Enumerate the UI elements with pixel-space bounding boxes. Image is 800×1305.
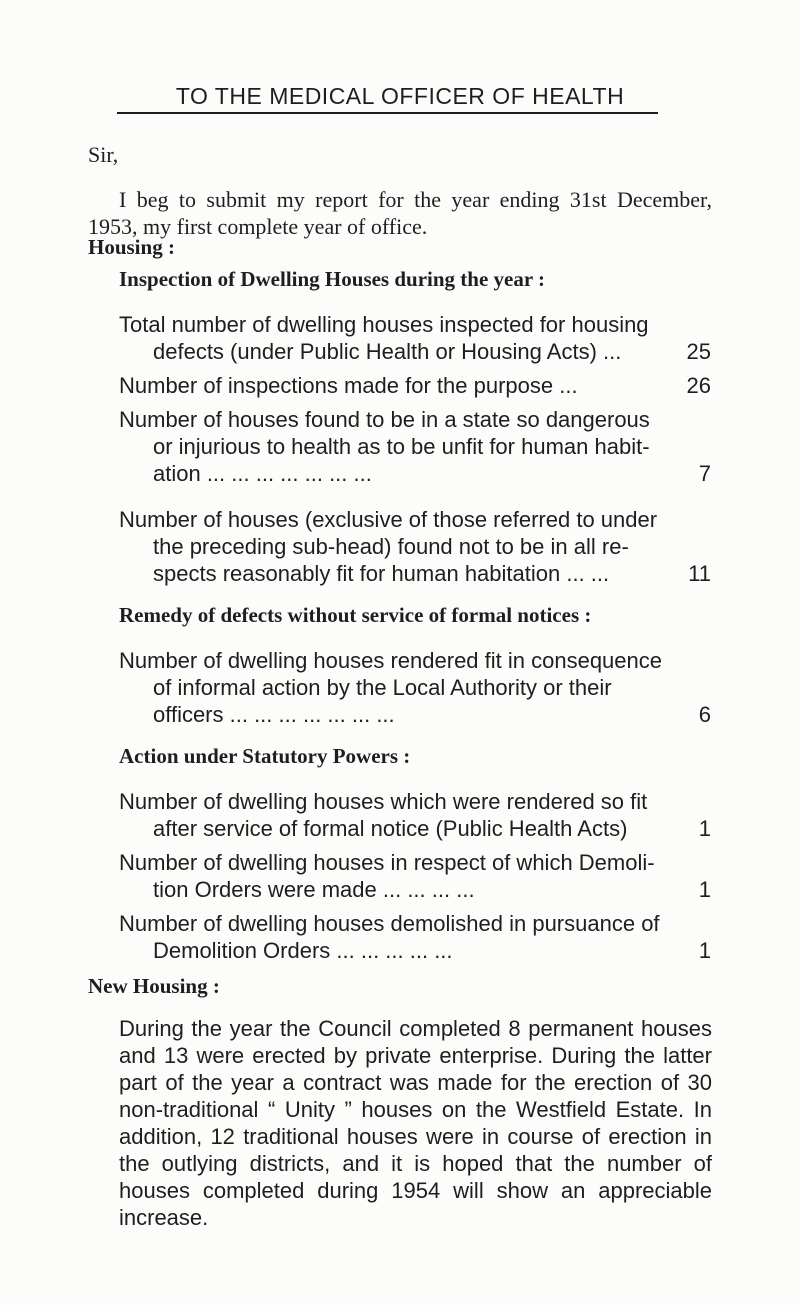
list-item <box>119 910 711 964</box>
list-item <box>119 647 711 728</box>
page-title: TO THE MEDICAL OFFICER OF HEALTH <box>175 83 625 109</box>
item-value: 1 <box>698 938 711 963</box>
list-item <box>119 506 711 587</box>
housing-heading: Housing : <box>88 235 175 259</box>
item-value: 25 <box>686 339 711 364</box>
item-text: Number of dwelling houses rendered fit in consequence of informal action by the Local Authority or their officers ... ... ... ... ... ... ... <box>119 648 662 727</box>
salutation: Sir, <box>88 142 119 167</box>
list-item <box>119 849 711 903</box>
item-value: 7 <box>698 461 711 486</box>
intro-paragraph: I beg to submit my report for the year ending 31st December, 1953, my first complete year of office. <box>88 187 712 239</box>
item-text: Number of dwelling houses which were rendered so fit after service of formal notice (Public Health Acts) <box>119 789 648 841</box>
section-heading-remedy: Remedy of defects without service of formal notices : <box>119 603 592 627</box>
section-heading-inspection: Inspection of Dwelling Houses during the year : <box>119 267 546 291</box>
item-value: 6 <box>698 702 711 727</box>
item-text: Number of inspections made for the purpose ... <box>119 373 578 398</box>
list-item <box>119 311 711 365</box>
item-text: Number of dwelling houses demolished in pursuance of Demolition Orders ... ... ... ... ... <box>119 911 660 963</box>
item-text: Total number of dwelling houses inspected for housing defects (under Public Health or Housing Acts) ... <box>119 312 649 364</box>
list-item <box>119 372 711 399</box>
item-value: 1 <box>698 877 711 902</box>
new-housing-heading: New Housing : <box>88 974 220 998</box>
item-text: Number of houses (exclusive of those referred to under the preceding sub-head) found not to be in all respects reasonably fit for human habitation ... ... <box>119 507 658 586</box>
item-value: 1 <box>698 816 711 841</box>
section-heading-statutory: Action under Statutory Powers : <box>119 744 411 768</box>
list-item <box>119 788 711 842</box>
list-item <box>119 406 711 487</box>
item-value: 26 <box>686 373 711 398</box>
title-underline <box>117 112 658 114</box>
item-text: Number of dwelling houses in respect of which Demolition Orders were made ... ... ... ... <box>119 850 655 902</box>
item-text: Number of houses found to be in a state so dangerous or injurious to health as to be unfit for human habitation ... ... ... ... ... ... ... <box>119 407 650 486</box>
new-housing-paragraph: During the year the Council completed 8 permanent houses and 13 were erected by private enterprise. During the latter part of the year a contract was made for the erection of 30 non-traditional “ Unity ” houses on the Westfield Estate. In addition, 12 traditional houses were in course of erection in the outlying districts, and it is hoped that the number of houses completed during 1954 will show an appreciable increase. <box>119 1016 712 1230</box>
item-value: 11 <box>688 561 711 586</box>
